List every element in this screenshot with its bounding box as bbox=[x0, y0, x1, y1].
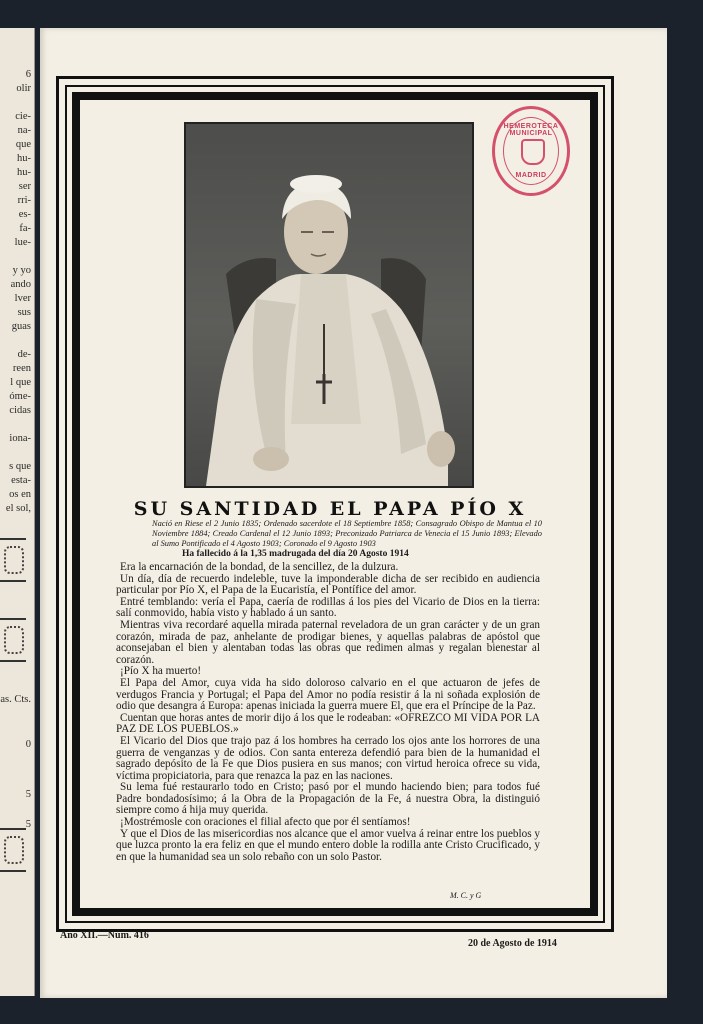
left-page-text-fragment: 0 bbox=[25, 739, 31, 750]
left-page-text-fragment: l que bbox=[10, 377, 31, 388]
left-page-text-fragment: 5 bbox=[25, 819, 31, 830]
left-page-text-fragment: iona- bbox=[9, 433, 31, 444]
article-paragraph: Cuentan que horas antes de morir dijo á los que le rodeaban: «OFREZCO MI VIDA POR LA PAZ DE LOS PUEBLOS.» bbox=[116, 711, 540, 736]
left-page-text-fragment: es- bbox=[18, 209, 31, 220]
article-paragraph: El Papa del Amor, cuya vida ha sido doloroso calvario en el que actuaron de jefes de verdugos Francia y Portugal; el Papa del Amor no podía resistir á la ni soñada explosión de odio que desangra á Europa: apenas iniciada la guerra muere El, que era el Príncipe de la Paz. bbox=[116, 676, 540, 713]
left-page-text-fragment: y yo bbox=[12, 265, 31, 276]
article-paragraph: Un día, día de recuerdo indeleble, tuve la imponderable dicha de ser recibido en audiencia particular por Pío X, el Papa de la Eucaristía, el Pontífice del amor. bbox=[116, 572, 540, 597]
stamp-bottom-text: MADRID bbox=[515, 172, 547, 179]
left-page-text-fragment: na- bbox=[17, 125, 31, 136]
article-paragraph: Y que el Dios de las misericordias nos alcance que el amor vuelva á reinar entre los pueblos y que luzca pronto la era feliz en que el mundo entero doble la rodilla ante Cristo Crucificado, y en que la humanidad sea un solo rebaño con un solo Pastor. bbox=[116, 827, 540, 863]
left-page-text-fragment: lue- bbox=[14, 237, 31, 248]
article-paragraph: El Vicario del Dios que trajo paz á los hombres ha cerrado los ojos ante los horrores de una guerra de venganzas y de odios. Con santa entereza defendió para bien de la humanidad el sagrado depósito de la Fe que Dios pusiera en sus manos; con virtud heroica ofrece su vida, víctima propiciatoria, para que renazca la paz en las naciones. bbox=[116, 734, 540, 782]
article-body bbox=[116, 562, 540, 863]
death-notice: Ha fallecido á la 1,35 madrugada del día 20 Agosto 1914 bbox=[182, 549, 409, 559]
article-headline: SU SANTIDAD EL PAPA PÍO X bbox=[133, 498, 527, 520]
article-paragraph: Entré temblando: vería el Papa, caería de rodillas á los pies del Vicario de Dios en la tierra: salí conmovido, había visto y hablado á un santo. bbox=[116, 595, 540, 620]
ornament-icon bbox=[0, 618, 26, 662]
article-paragraph: ¡Mostrémosle con oraciones el filial afecto que por él sentíamos! bbox=[120, 816, 411, 829]
left-page-text-fragment: cidas bbox=[9, 405, 31, 416]
left-page-edge bbox=[0, 28, 35, 996]
article-paragraph: Era la encarnación de la bondad, de la sencillez, de la dulzura. bbox=[120, 561, 399, 573]
left-page-text-fragment: os en bbox=[9, 489, 31, 500]
left-page-text-fragment: guas bbox=[11, 321, 31, 332]
article-paragraph: ¡Pío X ha muerto! bbox=[120, 665, 202, 678]
left-page-text-fragment: olir bbox=[16, 83, 31, 94]
coat-of-arms-icon bbox=[521, 139, 545, 165]
left-page-text-fragment: as. Cts. bbox=[0, 694, 31, 705]
issue-date: 20 de Agosto de 1914 bbox=[468, 938, 557, 949]
left-page-text-fragment: el sol, bbox=[5, 503, 31, 514]
left-page-text-fragment: que bbox=[15, 139, 31, 150]
left-page-text-fragment: hu- bbox=[17, 153, 31, 164]
pope-portrait-illustration bbox=[186, 124, 472, 486]
left-page-text-fragment: fa- bbox=[19, 223, 31, 234]
left-page-text-fragment: óme- bbox=[9, 391, 31, 402]
article-paragraph: Mientras viva recordaré aquella mirada paternal reveladora de un gran carácter y de un gran corazón, mirada de paz, anhelante de prodigar bienes, y aquellas palabras de apóstol que aconsejaban el bien y alentaban todas las obras que redimen almas y regalan bienestar al corazón. bbox=[116, 618, 540, 666]
ornament-icon bbox=[0, 828, 26, 872]
left-page-text-fragment: lver bbox=[14, 293, 31, 304]
left-page-text-fragment: esta- bbox=[11, 475, 31, 486]
portrait-photo bbox=[184, 122, 474, 488]
library-stamp bbox=[492, 106, 570, 196]
left-page-text-fragment: ando bbox=[10, 279, 31, 290]
left-page-text-fragment: sus bbox=[17, 307, 31, 318]
left-page-text-fragment: cie- bbox=[15, 111, 31, 122]
magazine-page bbox=[40, 28, 667, 998]
left-page-text-fragment: hu- bbox=[17, 167, 31, 178]
biography-summary: Nació en Riese el 2 Junio 1835; Ordenado sacerdote el 18 Septiembre 1858; Consagrado Obispo de Mantua el 10 Noviembre 1884; Creado Cardenal el 12 Junio 1893; Preconizado Patriarca de Venecia el 15 Junio 1893; Elevado al Sumo Pontificado el 4 Agosto 1903; Coronado el 9 Agosto 1903 bbox=[152, 519, 542, 548]
left-page-text-fragment: rri- bbox=[17, 195, 31, 206]
ornament-icon bbox=[0, 538, 26, 582]
left-page-text-fragment: ser bbox=[18, 181, 31, 192]
left-page-text-fragment: de- bbox=[17, 349, 31, 360]
author-signature: M. C. y G bbox=[450, 891, 482, 900]
left-page-text-fragment: 5 bbox=[25, 789, 31, 800]
left-page-text-fragment: 6 bbox=[25, 69, 31, 80]
left-page-text-fragment: reen bbox=[12, 363, 31, 374]
stamp-top-text: HEMEROTECA MUNICIPAL bbox=[503, 123, 559, 137]
issue-number: Año XII.—Núm. 416 bbox=[60, 930, 149, 941]
article-paragraph: Su lema fué restaurarlo todo en Cristo; pasó por el mundo haciendo bien; para todos fué Padre bondadosísimo; á la Obra de la Propagación de la Fe, á nuestra Obra, la distinguió siempre como á hija muy querida. bbox=[116, 781, 540, 817]
left-page-text-fragment: s que bbox=[9, 461, 31, 472]
